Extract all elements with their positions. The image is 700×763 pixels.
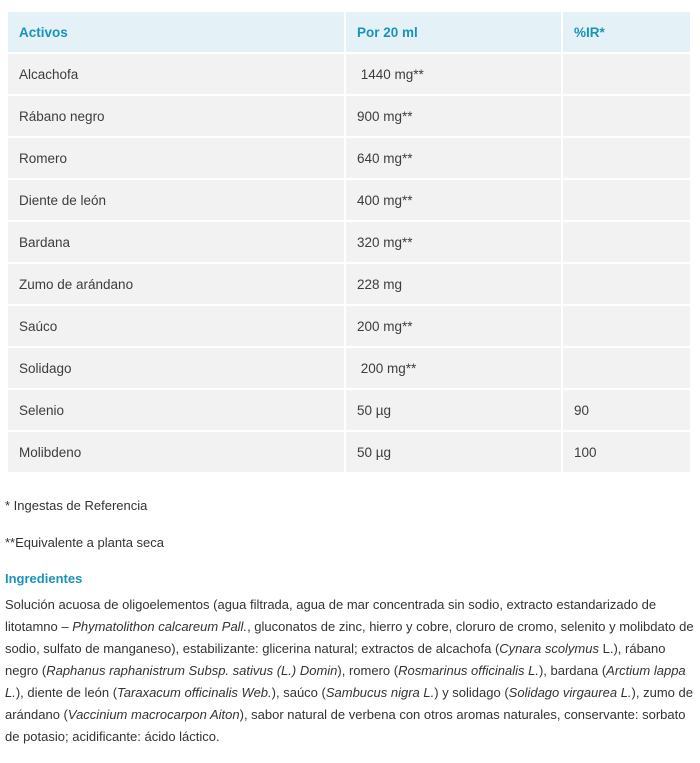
cell-ir (563, 264, 690, 304)
ingredients-text (5, 594, 695, 748)
cell-amount: 320 mg** (346, 222, 561, 262)
cell-amount: 50 µg (346, 432, 561, 472)
ingredient-latin-name: Vaccinium macrocarpon Aiton (67, 707, 240, 722)
header-activos: Activos (8, 12, 344, 52)
ingredient-latin-name: Rosmarinus officinalis L. (398, 663, 539, 678)
table-row (8, 180, 690, 220)
ingredient-latin-name: Phymatolithon calcareum Pall. (72, 619, 248, 634)
table-row (8, 138, 690, 178)
cell-ir: 100 (563, 432, 690, 472)
table-row (8, 222, 690, 262)
table-row (8, 306, 690, 346)
cell-ir (563, 96, 690, 136)
cell-activo: Bardana (8, 222, 344, 262)
cell-activo: Saúco (8, 306, 344, 346)
cell-activo: Solidago (8, 348, 344, 388)
ingredient-latin-name: Sambucus nigra L. (325, 685, 435, 700)
table-row (8, 390, 690, 430)
table-header-row (8, 12, 690, 52)
cell-ir: 90 (563, 390, 690, 430)
ingredient-text-segment: , gluconatos de zinc, hierro y cobre, cloruro de cromo, selenito y molibdato de sodio, sulfato de manganeso), estabilizante: glicerina natural; extractos de alcachofa ( (5, 619, 694, 656)
table-row (8, 54, 690, 94)
cell-activo: Romero (8, 138, 344, 178)
table-body (8, 54, 690, 472)
cell-ir (563, 54, 690, 94)
nutrition-table (6, 10, 692, 474)
ingredient-text-segment: ), diente de león ( (15, 685, 118, 700)
table-row (8, 348, 690, 388)
cell-ir (563, 180, 690, 220)
cell-amount: 228 mg (346, 264, 561, 304)
cell-activo: Alcachofa (8, 54, 344, 94)
cell-activo: Zumo de arándano (8, 264, 344, 304)
table-row (8, 96, 690, 136)
cell-ir (563, 306, 690, 346)
cell-activo: Diente de león (8, 180, 344, 220)
footnote-ir: * Ingestas de Referencia (5, 498, 148, 513)
header-por-20ml: Por 20 ml (346, 12, 561, 52)
table-row (8, 432, 690, 472)
cell-activo: Rábano negro (8, 96, 344, 136)
cell-amount: 200 mg** (346, 306, 561, 346)
table-row (8, 264, 690, 304)
cell-amount: 200 mg** (346, 348, 561, 388)
cell-ir (563, 348, 690, 388)
cell-amount: 900 mg** (346, 96, 561, 136)
cell-amount: 50 µg (346, 390, 561, 430)
ingredient-latin-name: Arctium lappa L. (5, 663, 686, 700)
ingredient-latin-name: Solidago virgaurea L. (508, 685, 632, 700)
ingredient-text-segment: ), romero ( (337, 663, 399, 678)
cell-ir (563, 222, 690, 262)
cell-amount: 1440 mg** (346, 54, 561, 94)
ingredient-text-segment: Solución acuosa de oligoelementos (agua filtrada, agua de mar concentrada sin sodio, extracto estandarizado de litotamno – (5, 597, 657, 634)
cell-ir (563, 138, 690, 178)
cell-amount: 400 mg** (346, 180, 561, 220)
cell-activo: Molibdeno (8, 432, 344, 472)
footnote-dry-plant: **Equivalente a planta seca (5, 535, 165, 550)
ingredient-latin-name: Cynara scolymus (499, 641, 599, 656)
ingredient-text-segment: L.), rábano negro ( (5, 641, 666, 678)
ingredient-text-segment: ), sabor natural de verbena con otros aromas naturales, conservante: sorbato de potasio; acidificante: ácido láctico. (5, 707, 686, 744)
ingredient-text-segment: ), bardana ( (538, 663, 607, 678)
ingredients-heading: Ingredientes (5, 571, 83, 586)
ingredient-text-segment: ), zumo de arándano ( (5, 685, 693, 722)
cell-amount: 640 mg** (346, 138, 561, 178)
ingredient-text-segment: ) y solidago ( (434, 685, 509, 700)
ingredient-latin-name: Taraxacum officinalis Web. (117, 685, 272, 700)
cell-activo: Selenio (8, 390, 344, 430)
ingredient-text-segment: ), saúco ( (271, 685, 326, 700)
header-ir: %IR* (563, 12, 690, 52)
ingredient-latin-name: Raphanus raphanistrum Subsp. sativus (L.) Domin (46, 663, 338, 678)
